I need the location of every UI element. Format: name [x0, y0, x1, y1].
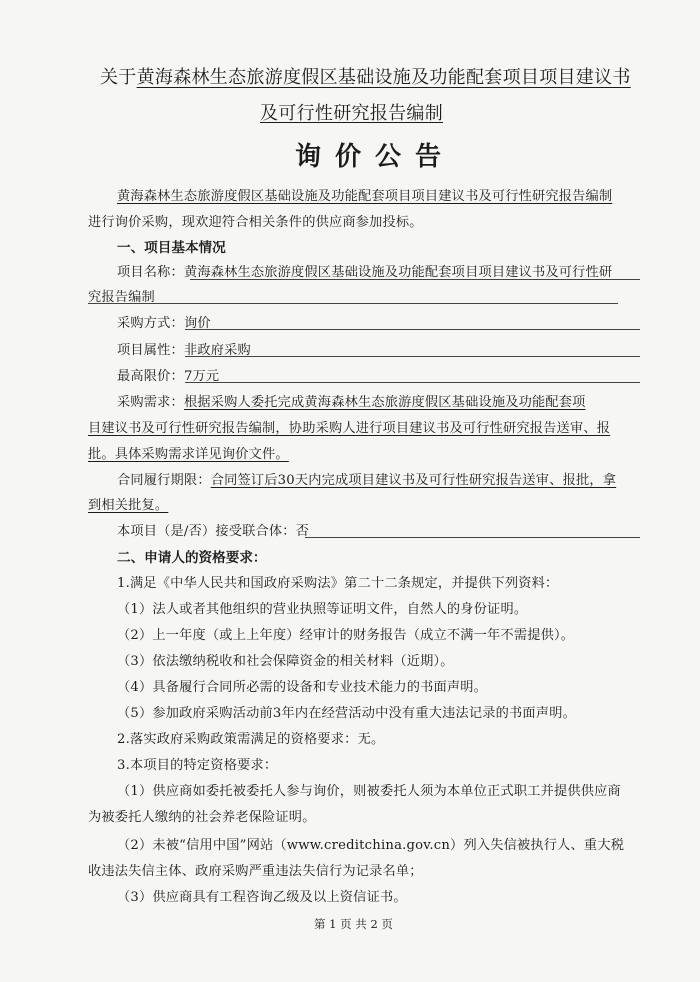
requirement-1: 1.满足《中华人民共和国政府采购法》第二十二条规定，并提供下列资料：: [117, 576, 559, 591]
page-title: 询价公告: [295, 142, 456, 172]
max-price-value: 7万元: [183, 369, 220, 384]
method-label: 采购方式：: [117, 316, 184, 331]
consortium-value: 否: [295, 524, 310, 539]
page-footer: 第 1 页 共 2 页: [314, 917, 393, 931]
period-row: [117, 469, 616, 488]
requirement-3-3: （3）供应商具有工程咨询乙级及以上资信证书。: [117, 890, 407, 905]
requirement-1-5: （5）参加政府采购活动前3年内在经营活动中没有重大违法记录的书面声明。: [117, 706, 576, 721]
intro-line-1: 黄海森林生态旅游度假区基础设施及功能配套项目项目建议书及可行性研究报告编制: [117, 189, 613, 204]
demand-row: [117, 391, 586, 410]
project-name-underline-2: [88, 303, 618, 304]
title-line-2: 及可行性研究报告编制: [260, 103, 443, 124]
demand-label: 采购需求：: [117, 395, 184, 410]
period-value: 合同签订后30天内完成项目建议书及可行性研究报告送审、报批，拿: [210, 473, 617, 488]
section-1-heading: 一、项目基本情况: [117, 240, 226, 256]
intro-line-2: 进行询价采购，现欢迎符合相关条件的供应商参加投标。: [88, 215, 423, 230]
project-name-value: 黄海森林生态旅游度假区基础设施及功能配套项目项目建议书及可行性研: [183, 265, 613, 280]
requirement-1-3: （3）依法缴纳税收和社会保障资金的相关材料（近期）。: [117, 654, 454, 669]
max-price-label: 最高限价：: [117, 369, 184, 384]
project-name-underline-1: [190, 279, 640, 280]
consortium-row: [117, 520, 309, 539]
method-value: 询价: [183, 316, 211, 331]
period-label: 合同履行期限：: [117, 473, 211, 488]
requirement-3-1: （1）供应商如委托被委托人参与询价，则被委托人须为本单位正式职工并提供供应商: [117, 784, 621, 799]
demand-value-cont-1: 目建议书及可行性研究报告编制，协助采购人进行项目建议书及可行性研究报告送审、报: [88, 421, 611, 436]
requirement-1-4: （4）具备履行合同所必需的设备和专业技术能力的书面声明。: [117, 680, 488, 695]
attribute-underline: [185, 356, 640, 357]
title-project-name: 黄海森林生态旅游度假区基础设施及功能配套项目项目建议书: [136, 67, 631, 88]
title-prefix: 关于: [100, 67, 137, 88]
attribute-value: 非政府采购: [183, 343, 251, 358]
demand-value-cont-2: 批。具体采购需求详见询价文件。: [88, 447, 289, 462]
attribute-label: 项目属性：: [117, 343, 184, 358]
requirement-3-2: （2）未被“信用中国”网站（www.creditchina.gov.cn）列入失信被执行人、重大税: [117, 838, 625, 853]
method-underline: [185, 329, 640, 330]
period-value-cont: 到相关批复。: [88, 498, 169, 513]
requirement-1-2: （2）上一年度（或上上年度）经审计的财务报告（成立不满一年不需提供）。: [117, 628, 575, 643]
consortium-underline: [305, 537, 640, 538]
title-line-1: [100, 63, 631, 89]
requirement-3: 3.本项目的特定资格要求：: [117, 758, 278, 773]
requirement-2: 2.落实政府采购政策需满足的资格要求：无。: [117, 732, 385, 747]
project-name-row: [117, 261, 612, 280]
demand-value: 根据采购人委托完成黄海森林生态旅游度假区基础设施及功能配套项: [183, 395, 586, 410]
max-price-underline: [185, 382, 640, 383]
requirement-1-1: （1）法人或者其他组织的营业执照等证明文件，自然人的身份证明。: [117, 602, 528, 617]
project-name-value-cont: 究报告编制: [88, 290, 155, 305]
requirement-3-1-cont: 为被委托人缴纳的社会养老保险证明。: [88, 810, 316, 825]
project-name-label: 项目名称：: [117, 265, 184, 280]
section-2-heading: 二、申请人的资格要求：: [117, 550, 267, 566]
consortium-label: 本项目（是/否）接受联合体：: [117, 524, 296, 539]
requirement-3-2-cont: 收违法失信主体、政府采购严重违法失信行为记录名单；: [88, 864, 423, 879]
